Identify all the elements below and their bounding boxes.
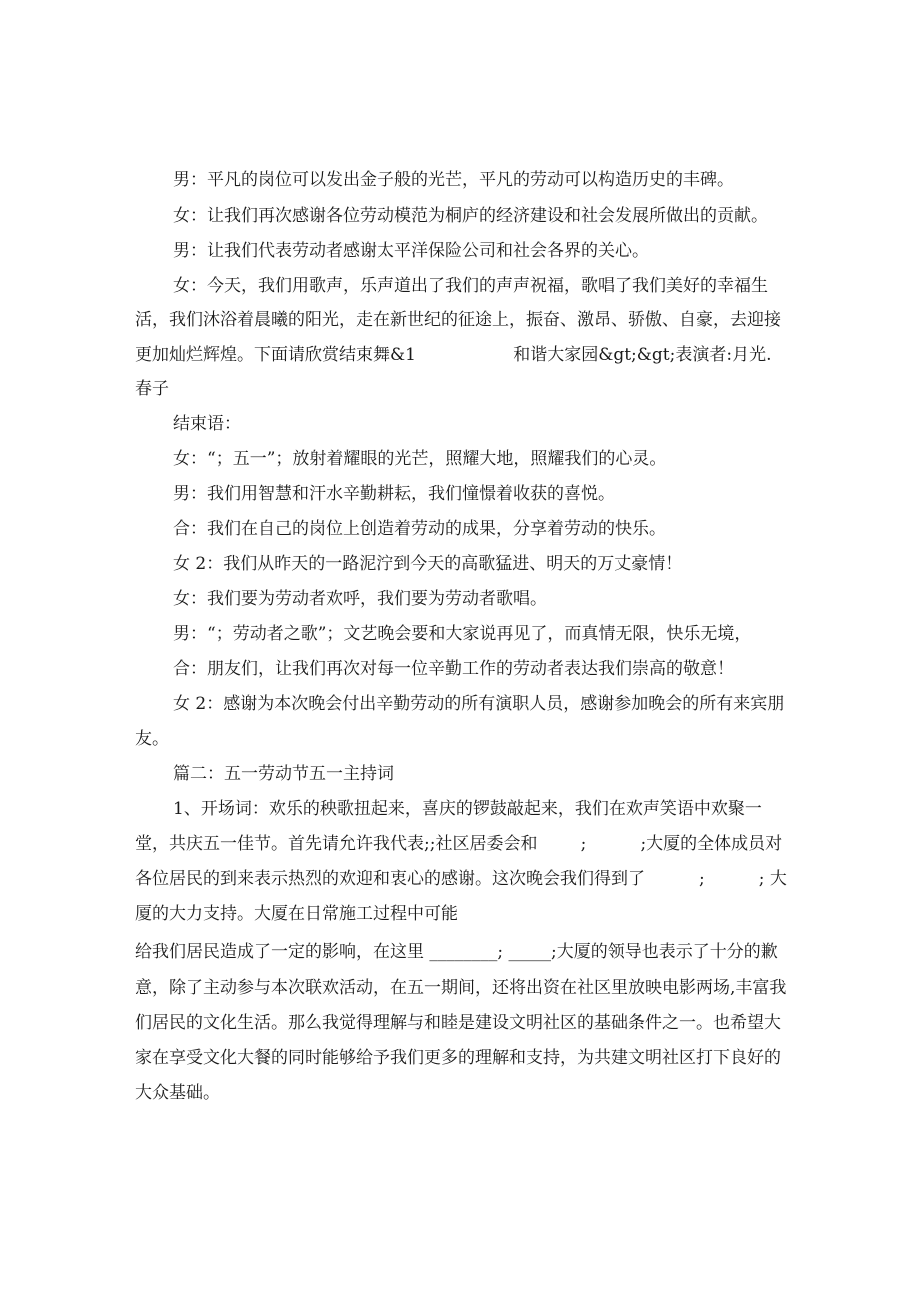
paragraph-line: 1、开场词：欢乐的秧歌扭起来，喜庆的锣鼓敲起来，我们在欢声笑语中欢聚一: [173, 799, 762, 819]
paragraph-line: 活，我们沐浴着晨曦的阳光，走在新世纪的征途上，振奋、激昂、骄傲、自豪，去迎接: [135, 310, 781, 330]
paragraph-line: 合：朋友们，让我们再次对每一位辛勤工作的劳动者表达我们崇高的敬意！: [173, 659, 734, 679]
paragraph-line: 厦的大力支持。大厦在日常施工过程中可能: [135, 904, 458, 924]
paragraph-line: 更加灿烂辉煌。下面请欣赏结束舞&1 和谐大家园&gt;&gt;表演者:月光.: [135, 345, 772, 365]
paragraph-line: 男：我们用智慧和汗水辛勤耕耘，我们憧憬着收获的喜悦。: [173, 484, 615, 504]
paragraph-line: 女：“；五一”；放射着耀眼的光芒，照耀大地，照耀我们的心灵。: [173, 449, 667, 469]
paragraph-line: 意，除了主动参与本次联欢活动，在五一期间，还将出资在社区里放映电影两场,丰富我: [135, 978, 787, 998]
section-heading: 篇二：五一劳动节五一主持词: [173, 764, 394, 784]
paragraph-line: 合：我们在自己的岗位上创造着劳动的成果，分享着劳动的快乐。: [173, 519, 666, 539]
paragraph-line: 给我们居民造成了一定的影响，在这里 ________; _____;大厦的领导也表示了十分的歉: [135, 942, 778, 962]
section-heading: 结束语：: [173, 414, 241, 434]
paragraph-line: 男：“；劳动者之歌”；文艺晚会要和大家说再见了，而真情无限，快乐无境，: [173, 624, 752, 644]
paragraph-line: 男：平凡的岗位可以发出金子般的光芒，平凡的劳动可以构造历史的丰碑。: [173, 170, 734, 190]
paragraph-line: 堂，共庆五一佳节。首先请允许我代表;;社区居委会和 ; ;大厦的全体成员对: [135, 834, 783, 854]
paragraph-line: 女 2：感谢为本次晚会付出辛勤劳动的所有演职人员，感谢参加晚会的所有来宾朋: [173, 694, 785, 714]
paragraph-line: 男：让我们代表劳动者感谢太平洋保险公司和社会各界的关心。: [173, 241, 649, 261]
paragraph-line: 家在享受文化大餐的同时能够给予我们更多的理解和支持，为共建文明社区打下良好的: [135, 1048, 781, 1068]
paragraph-line: 大众基础。: [135, 1083, 220, 1103]
paragraph-line: 们居民的文化生活。那么我觉得理解与和睦是建设文明社区的基础条件之一。也希望大: [135, 1013, 781, 1033]
paragraph-line: 各位居民的到来表示热烈的欢迎和衷心的感谢。这次晚会我们得到了 ; ; 大: [135, 869, 787, 889]
paragraph-line: 女：我们要为劳动者欢呼，我们要为劳动者歌唱。: [173, 589, 547, 609]
paragraph-line: 女 2：我们从昨天的一路泥泞到今天的高歌猛进、明天的万丈豪情！: [173, 554, 683, 574]
paragraph-line: 友。: [135, 729, 169, 749]
paragraph-line: 春子: [135, 379, 169, 399]
paragraph-line: 女：让我们再次感谢各位劳动模范为桐庐的经济建设和社会发展所做出的贡献。: [173, 206, 768, 226]
paragraph-line: 女：今天，我们用歌声，乐声道出了我们的声声祝福，歌唱了我们美好的幸福生: [173, 276, 768, 296]
